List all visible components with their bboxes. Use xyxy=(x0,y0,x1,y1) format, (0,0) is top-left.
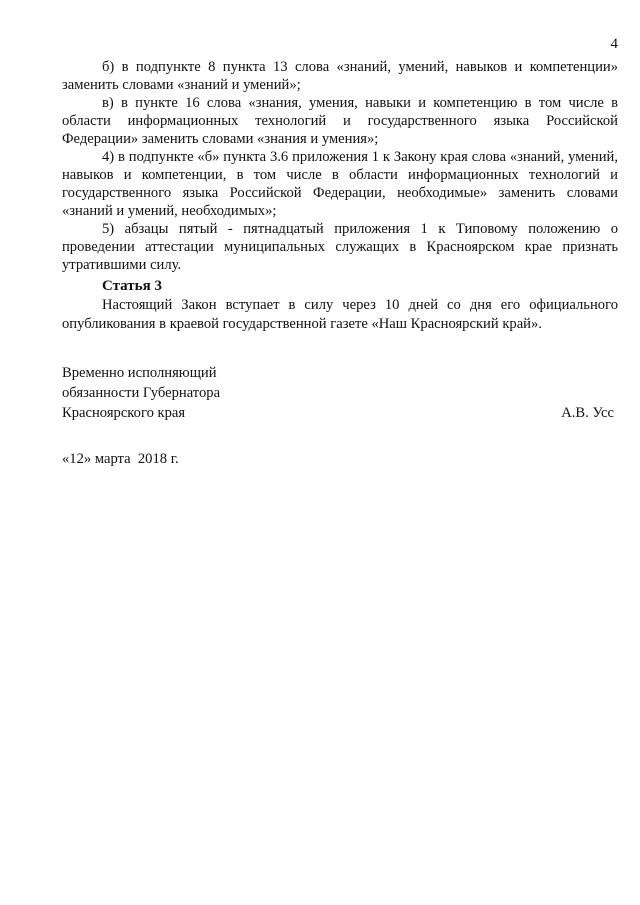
article-heading: Статья 3 xyxy=(102,278,162,294)
signature-title-line: Временно исполняющий xyxy=(62,365,217,381)
article-text: Настоящий Закон вступает в силу через 10 дней со дня его официального опубликования в краевой государственной газете «Наш Красноярский край». xyxy=(62,297,618,332)
amendment-paragraph: 4) в подпункте «б» пункта 3.6 приложения 1 к Закону края слова «знаний, умений, навыков и компетенции, в том числе в области информационных технологий и государственного языка Российской Федерации, необходимые» заменить словами «знаний и умений, необходимых»; xyxy=(62,149,618,219)
amendment-paragraph: 5) абзацы пятый - пятнадцатый приложения 1 к Типовому положению о проведении аттестации муниципальных служащих в Красноярском крае признать утратившими силу. xyxy=(62,221,618,273)
article-body xyxy=(62,296,618,334)
signature-title-line: обязанности Губернатора xyxy=(62,385,221,401)
signature-title-line: Красноярского края xyxy=(62,405,186,421)
page-number: 4 xyxy=(610,36,618,52)
signatory-name: А.В. Усс xyxy=(561,405,614,421)
amendment-paragraph: в) в пункте 16 слова «знания, умения, навыки и компетенцию в том числе в области информационных технологий и государственного языка Российской Федерации» заменить словами «знания и умения»; xyxy=(62,95,618,147)
amendments-list xyxy=(62,58,618,274)
document-date: «12» марта 2018 г. xyxy=(62,451,179,467)
signature-title xyxy=(62,363,220,423)
amendment-paragraph: б) в подпункте 8 пункта 13 слова «знаний, умений, навыков и компетенции» заменить словами «знаний и умений»; xyxy=(62,59,618,93)
